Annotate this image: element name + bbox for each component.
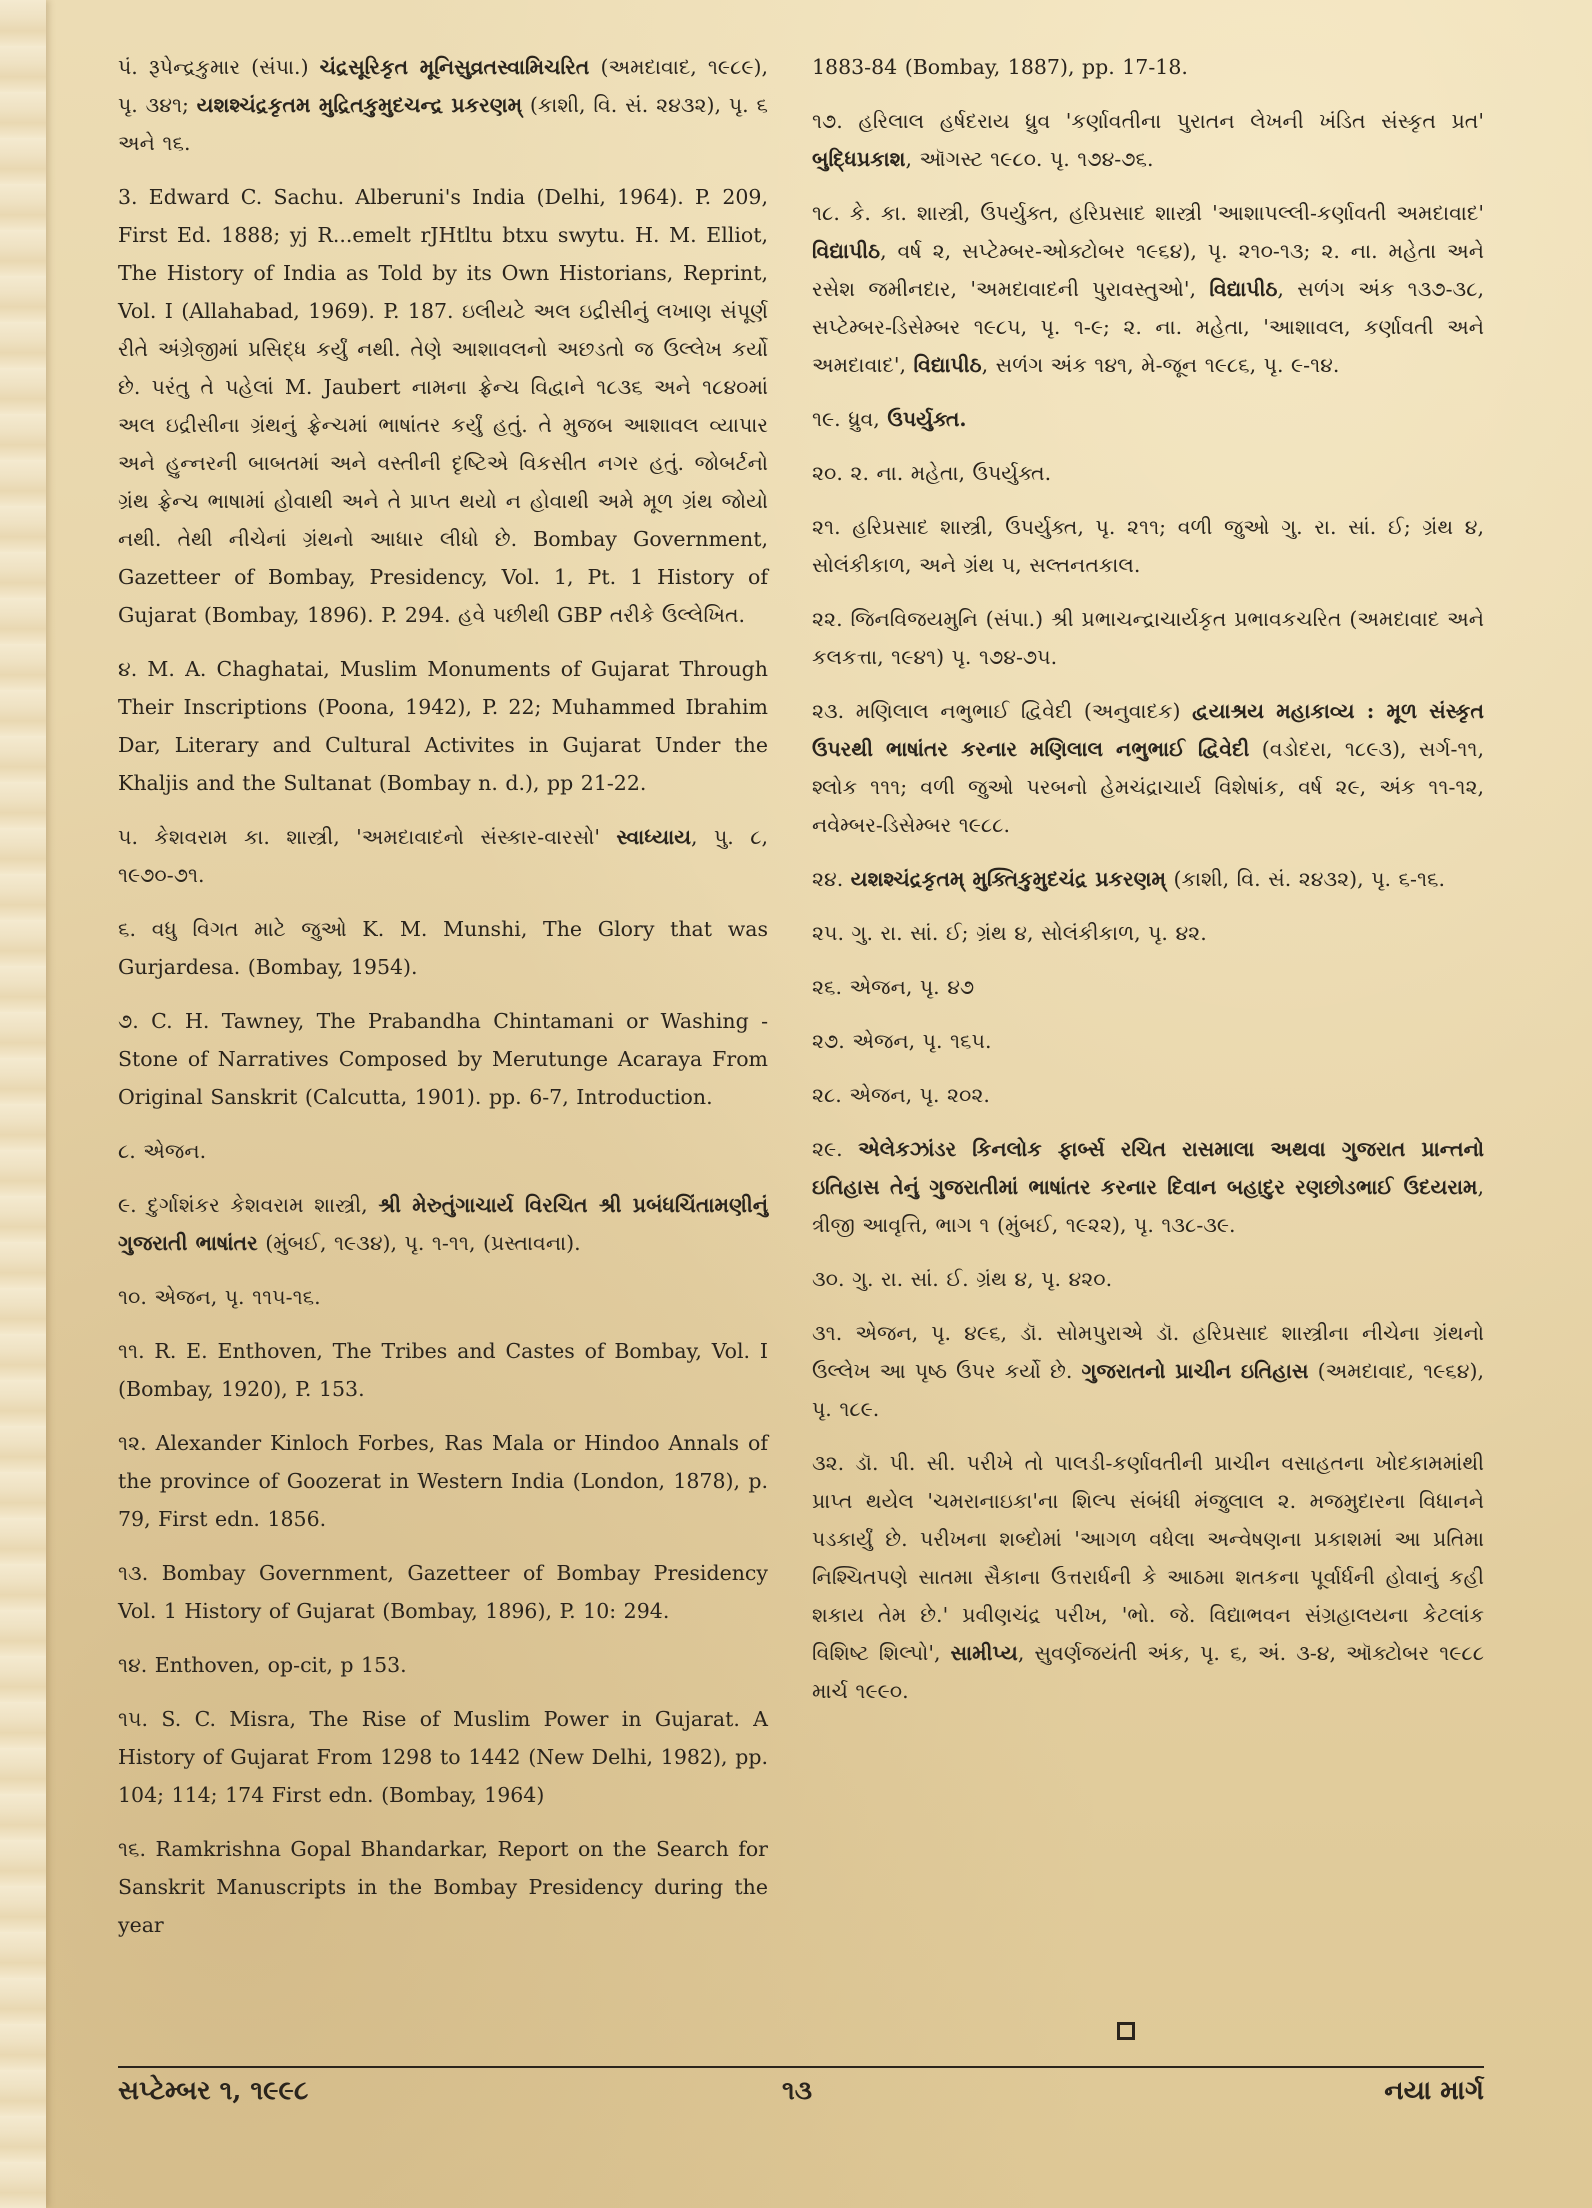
footnote-n21: [812, 508, 1484, 584]
footnote-text: ૧૭. હરિલાલ હર્ષદરાય ધ્રુવ 'કર્ણાવતીના પુરાતન લેખની ખંડિત સંસ્કૃત પ્રત': [812, 109, 1484, 133]
footnote-text: ૮. એજન.: [118, 1139, 207, 1163]
footnote-bold-title: શ્રી મેરુતુંગાચાર્ય વિરચિત શ્રી પ્રબંધચિંતામણીનું ગુજરાતી ભાષાંતર: [118, 1193, 768, 1255]
footnote-text: 1883-84 (Bombay, 1887), pp. 17-18.: [812, 55, 1188, 79]
footnote-bold-title: ગુજરાતનો પ્રાચીન ઇતિહાસ: [1081, 1359, 1309, 1383]
footnote-bold-title: વિદ્યાપીઠ: [1209, 277, 1278, 301]
footnote-bold-title: વિદ્યાપીઠ: [913, 353, 982, 377]
footnote-text: પં. રૂપેન્દ્રકુમાર (સંપા.): [118, 55, 320, 79]
footnote-n10: [118, 1278, 768, 1316]
footnote-n29: [812, 1130, 1484, 1244]
footer-rule: [118, 2066, 1484, 2068]
footnote-n13: [118, 1554, 768, 1630]
footnote-text: ૨૦. ૨. ના. મહેતા, ઉપર્યુક્ત.: [812, 461, 1052, 485]
footnote-text: , સળંગ અંક ૧૪૧, મે-જૂન ૧૯૮૬, પૃ. ૯-૧૪.: [981, 353, 1340, 377]
footnote-bold-title: બુદ્ધિપ્રકાશ: [812, 147, 906, 171]
footnote-n17: [812, 102, 1484, 178]
footnote-text: ૧૪. Enthoven, op-cit, p 153.: [118, 1653, 407, 1677]
footer-publication-name: નયા માર્ગ: [1384, 2076, 1484, 2106]
footnote-n4: [118, 650, 768, 802]
footnote-text: ૧૩. Bombay Government, Gazetteer of Bombay Presidency Vol. 1 History of Gujarat (Bombay, 1896), P. 10: 294.: [118, 1561, 768, 1623]
footnote-n28: [812, 1076, 1484, 1114]
footnote-text: ૨૧. હરિપ્રસાદ શાસ્ત્રી, ઉપર્યુક્ત, પૃ. ૨૧૧; વળી જુઓ ગુ. રા. સાં. ઈ; ગ્રંથ ૪, સોલંકીકાળ, અને ગ્રંથ ૫, સલ્તનતકાલ.: [812, 515, 1484, 577]
footnote-bold-title: દ્વયાશ્રય મહાકાવ્ય : મૂળ સંસ્કૃત ઉપરથી ભાષાંતર કરનાર મણિલાલ નભુભાઈ દ્વિવેદી: [812, 699, 1484, 761]
footnote-text: ૫. કેશવરામ કા. શાસ્ત્રી, 'અમદાવાદનો સંસ્કાર-વારસો': [118, 825, 617, 849]
footnote-text: (વડોદરા, ૧૮૯૩), સર્ગ-૧૧, શ્લોક ૧૧૧; વળી જુઓ પરબનો હેમચંદ્રાચાર્ય વિશેષાંક, વર્ષ ૨૯, અંક ૧૧-૧૨, નવેમ્બર-ડિસેમ્બર ૧૯૮૮.: [812, 737, 1484, 837]
footnotes-left-column: [118, 48, 768, 1960]
footnote-text: ૯. દુર્ગાશંકર કેશવરામ શાસ્ત્રી,: [118, 1193, 379, 1217]
footnote-n15: [118, 1700, 768, 1814]
footnote-text: (કાશી, વિ. સં. ૨૪૩૨), પૃ. ૬-૧૬.: [1165, 867, 1445, 891]
footnote-n8: [118, 1132, 768, 1170]
footnote-n27: [812, 1022, 1484, 1060]
footnote-text: ૧૯. ધ્રુવ,: [812, 407, 888, 431]
footnote-text: ૪. M. A. Chaghatai, Muslim Monuments of Gujarat Through Their Inscriptions (Poona, 1942), P. 22; Muhammed Ibrahim Dar, Literary and Cultural Activites in Gujarat Under the Khaljis and the Sultanat (Bombay n. d.), pp 21-22.: [118, 657, 768, 795]
footnote-text: ૧૨. Alexander Kinloch Forbes, Ras Mala or Hindoo Annals of the province of Goozerat in Western India (London, 1878), p. 79, First edn. 1856.: [118, 1431, 768, 1531]
footer-page-number: ૧૩: [782, 2076, 813, 2106]
footnote-text: , ઑગસ્ટ ૧૯૮૦. પૃ. ૧૭૪-૭૬.: [905, 147, 1154, 171]
footnote-text: ૨૫. ગુ. રા. સાં. ઈ; ગ્રંથ ૪, સોલંકીકાળ, પૃ. ૪૨.: [812, 921, 1207, 945]
footnote-n5: [118, 818, 768, 894]
footnote-bold-title: ઉપર્યુક્ત.: [887, 407, 967, 431]
footnote-text: ૨૭. એજન, પૃ. ૧૬૫.: [812, 1029, 992, 1053]
footer-date: સપ્ટેમ્બર ૧, ૧૯૯૮: [118, 2076, 309, 2106]
footnote-n9: [118, 1186, 768, 1262]
footnote-text: ૩૧. એજન, પૃ. ૪૯૬, ડૉ. સોમપુરાએ ડૉ. હરિપ્રસાદ શાસ્ત્રીના નીચેના ગ્રંથનો ઉલ્લેખ આ પૃષ્ઠ ઉપર કર્યો છે.: [812, 1321, 1484, 1383]
footnotes-right-column: [812, 48, 1484, 1726]
footnote-text: (કાશી, વિ. સં. ૨૪૩૨), પૃ. ૬ અને ૧૬.: [118, 93, 768, 155]
footnote-text: , સુવર્ણજયંતી અંક, પૃ. ૬, અં. ૩-૪, ઑક્ટોબર ૧૯૮૮ માર્ચ ૧૯૯૦.: [812, 1641, 1484, 1703]
footnote-text: ૧૫. S. C. Misra, The Rise of Muslim Power in Gujarat. A History of Gujarat From 1298 to 1442 (New Delhi, 1982), pp. 104; 114; 174 First edn. (Bombay, 1964): [118, 1707, 768, 1807]
footnote-text: ૧૮. કે. કા. શાસ્ત્રી, ઉપર્યુક્ત, હરિપ્રસાદ શાસ્ત્રી 'આશાપલ્લી-કર્ણાવતી અમદાવાદ': [812, 201, 1484, 225]
footnote-text: (અમદાવાદ, ૧૯૮૯), પૃ. ૩૪૧;: [118, 55, 768, 117]
footnote-text: ૬. વધુ વિગત માટે જુઓ K. M. Munshi, The Glory that was Gurjardesa. (Bombay, 1954).: [118, 917, 768, 979]
footnote-text: , સળંગ અંક ૧૩૭-૩૮, સપ્ટેમ્બર-ડિસેમ્બર ૧૯૮૫, પૃ. ૧-૯; ૨. ના. મહેતા, 'આશાવલ, કર્ણાવતી અને અમદાવાદ',: [812, 277, 1484, 377]
footnote-n24: [812, 860, 1484, 898]
footnote-text: 3. Edward C. Sachu. Alberuni's India (Delhi, 1964). P. 209, First Ed. 1888; yj R...emelt rJHtltu btxu swytu. H. M. Elliot, The History of India as Told by its Own Historians, Reprint, Vol. I (Allahabad, 1969). P. 187. ઇલીયટે અલ ઇદ્રીસીનું લખાણ સંપૂર્ણ રીતે અંગ્રેજીમાં પ્રસિદ્ધ કર્યું નથી. તેણે આશાવલનો અછડતો જ ઉલ્લેખ કર્યો છે. પરંતુ તે પહેલાં M. Jaubert નામના ફ્રેન્ચ વિદ્વાને ૧૮૩૬ અને ૧૮૪૦માં અલ ઇદ્રીસીના ગ્રંથનું ફ્રેન્ચમાં ભાષાંતર કર્યું હતું. તે મુજબ આશાવલ વ્યાપાર અને હુન્નરની બાબતમાં અને વસ્તીની દૃષ્ટિએ વિકસીત નગર હતું. જોબર્ટનો ગ્રંથ ફ્રેન્ચ ભાષામાં હોવાથી અને તે પ્રાપ્ત થયો ન હોવાથી અમે મૂળ ગ્રંથ જોયો નથી. તેથી નીચેનાં ગ્રંથનો આધાર લીધો છે. Bombay Government, Gazetteer of Bombay, Presidency, Vol. 1, Pt. 1 History of Gujarat (Bombay, 1896). P. 294. હવે પછીથી GBP તરીકે ઉલ્લેખિત.: [118, 185, 768, 627]
torn-paper-edge: [0, 0, 46, 2208]
footnote-n12: [118, 1424, 768, 1538]
end-of-article-square-icon: [1117, 2022, 1135, 2040]
footnote-bold-title: સામીપ્ય: [950, 1641, 1018, 1665]
footnote-text: ૩૦. ગુ. રા. સાં. ઈ. ગ્રંથ ૪, પૃ. ૪૨૦.: [812, 1267, 1113, 1291]
footnote-text: ૭. C. H. Tawney, The Prabandha Chintamani or Washing - Stone of Narratives Composed by Merutunge Acaraya From Original Sanskrit (Calcutta, 1901). pp. 6-7, Introduction.: [118, 1009, 768, 1109]
footnote-text: ૧૦. એજન, પૃ. ૧૧૫-૧૬.: [118, 1285, 321, 1309]
footnote-n26: [812, 968, 1484, 1006]
footnote-text: ૧૬. Ramkrishna Gopal Bhandarkar, Report on the Search for Sanskrit Manuscripts in the Bombay Presidency during the year: [118, 1837, 768, 1937]
footnote-n2: [118, 48, 768, 162]
footnote-n3: [118, 178, 768, 634]
footnote-text: ૨૮. એજન, પૃ. ૨૦૨.: [812, 1083, 990, 1107]
footnote-text: ૨૬. એજન, પૃ. ૪૭: [812, 975, 975, 999]
footnote-n16: [118, 1830, 768, 1944]
footnote-text: ૨૨. જિનવિજયમુનિ (સંપા.) શ્રી પ્રભાચન્દ્રાચાર્યકૃત પ્રભાવકચરિત (અમદાવાદ અને કલકત્તા, ૧૯૪૧) પૃ. ૧૭૪-૭૫.: [812, 607, 1484, 669]
footnote-n20: [812, 454, 1484, 492]
footnote-n6: [118, 910, 768, 986]
footnote-bold-title: યશશ્ચંદ્રકૃતમ્ મુક્તિકુમુદચંદ્ર પ્રકરણમ્: [850, 867, 1166, 891]
footnote-n22: [812, 600, 1484, 676]
footnote-n25: [812, 914, 1484, 952]
footnote-n19: [812, 400, 1484, 438]
footnote-n16b: [812, 48, 1484, 86]
footnote-text: ૩૨. ડૉ. પી. સી. પરીખે તો પાલડી-કર્ણાવતીની પ્રાચીન વસાહતના ખોદકામમાંથી પ્રાપ્ત થયેલ 'ચમરાનાઇકા'ના શિલ્પ સંબંધી મંજુલાલ ૨. મજમુદારના વિધાનને પડકાર્યું છે. પરીખના શબ્દોમાં 'આગળ વધેલા અન્વેષણના પ્રકાશમાં આ પ્રતિમા નિશ્ચિતપણે સાતમા સૈકાના ઉત્તરાર્ધની કે આઠમા શતકના પૂર્વાર્ધની હોવાનું કહી શકાય તેમ છે.' પ્રવીણચંદ્ર પરીખ, 'ભો. જે. વિદ્યાભવન સંગ્રહાલયના કેટલાંક વિશિષ્ટ શિલ્પો',: [812, 1451, 1484, 1665]
footnote-n30: [812, 1260, 1484, 1298]
footnote-n18: [812, 194, 1484, 384]
footnote-n32: [812, 1444, 1484, 1710]
footnote-text: (અમદાવાદ, ૧૯૬૪), પૃ. ૧૮૯.: [812, 1359, 1484, 1421]
footnote-text: , પુ. ૮, ૧૯૭૦-૭૧.: [118, 825, 768, 887]
footnote-bold-title: સ્વાધ્યાય: [616, 825, 692, 849]
footnote-text: ૨૩. મણિલાલ નભુભાઈ દ્વિવેદી (અનુવાદક): [812, 699, 1193, 723]
footnote-text: ૨૯.: [812, 1137, 859, 1161]
footnote-text: , ત્રીજી આવૃત્તિ, ભાગ ૧ (મુંબઈ, ૧૯૨૨), પૃ. ૧૩૮-૩૯.: [812, 1175, 1484, 1237]
footnote-text: ૨૪.: [812, 867, 851, 891]
footnote-n14: [118, 1646, 768, 1684]
footnote-text: , વર્ષ ૨, સપ્ટેમ્બર-ઓક્ટોબર ૧૯૬૪), પૃ. ૨૧૦-૧૩; ૨. ના. મહેતા અને રસેશ જમીનદાર, 'અમદાવાદની પુરાવસ્તુઓ',: [812, 239, 1484, 301]
footnote-bold-title: યશશ્ચંદ્રકૃતમ મુદ્રિતકુમુદચન્દ્ર પ્રકરણમ્: [196, 93, 523, 117]
footnote-bold-title: વિદ્યાપીઠ: [812, 239, 881, 263]
footnote-n31: [812, 1314, 1484, 1428]
footnote-n23: [812, 692, 1484, 844]
footnote-n7: [118, 1002, 768, 1116]
footnote-text: ૧૧. R. E. Enthoven, The Tribes and Castes of Bombay, Vol. I (Bombay, 1920), P. 153.: [118, 1339, 768, 1401]
footnote-bold-title: ચંદ્રસૂરિકૃત મૂનિસુવ્રતસ્વામિચરિત: [319, 55, 590, 79]
footnote-bold-title: એલેકઝાંડર કિનલોક ફાર્બ્સ રચિત રાસમાલા અથવા ગુજરાત પ્રાન્તનો ઇતિહાસ તેનું ગુજરાતીમાં ભાષાંતર કરનાર દિવાન બહાદુર રણછોડભાઈ ઉદયરામ: [812, 1137, 1484, 1199]
footnote-n11: [118, 1332, 768, 1408]
footnote-text: (મુંબઈ, ૧૯૩૪), પૃ. ૧-૧૧, (પ્રસ્તાવના).: [257, 1231, 581, 1255]
